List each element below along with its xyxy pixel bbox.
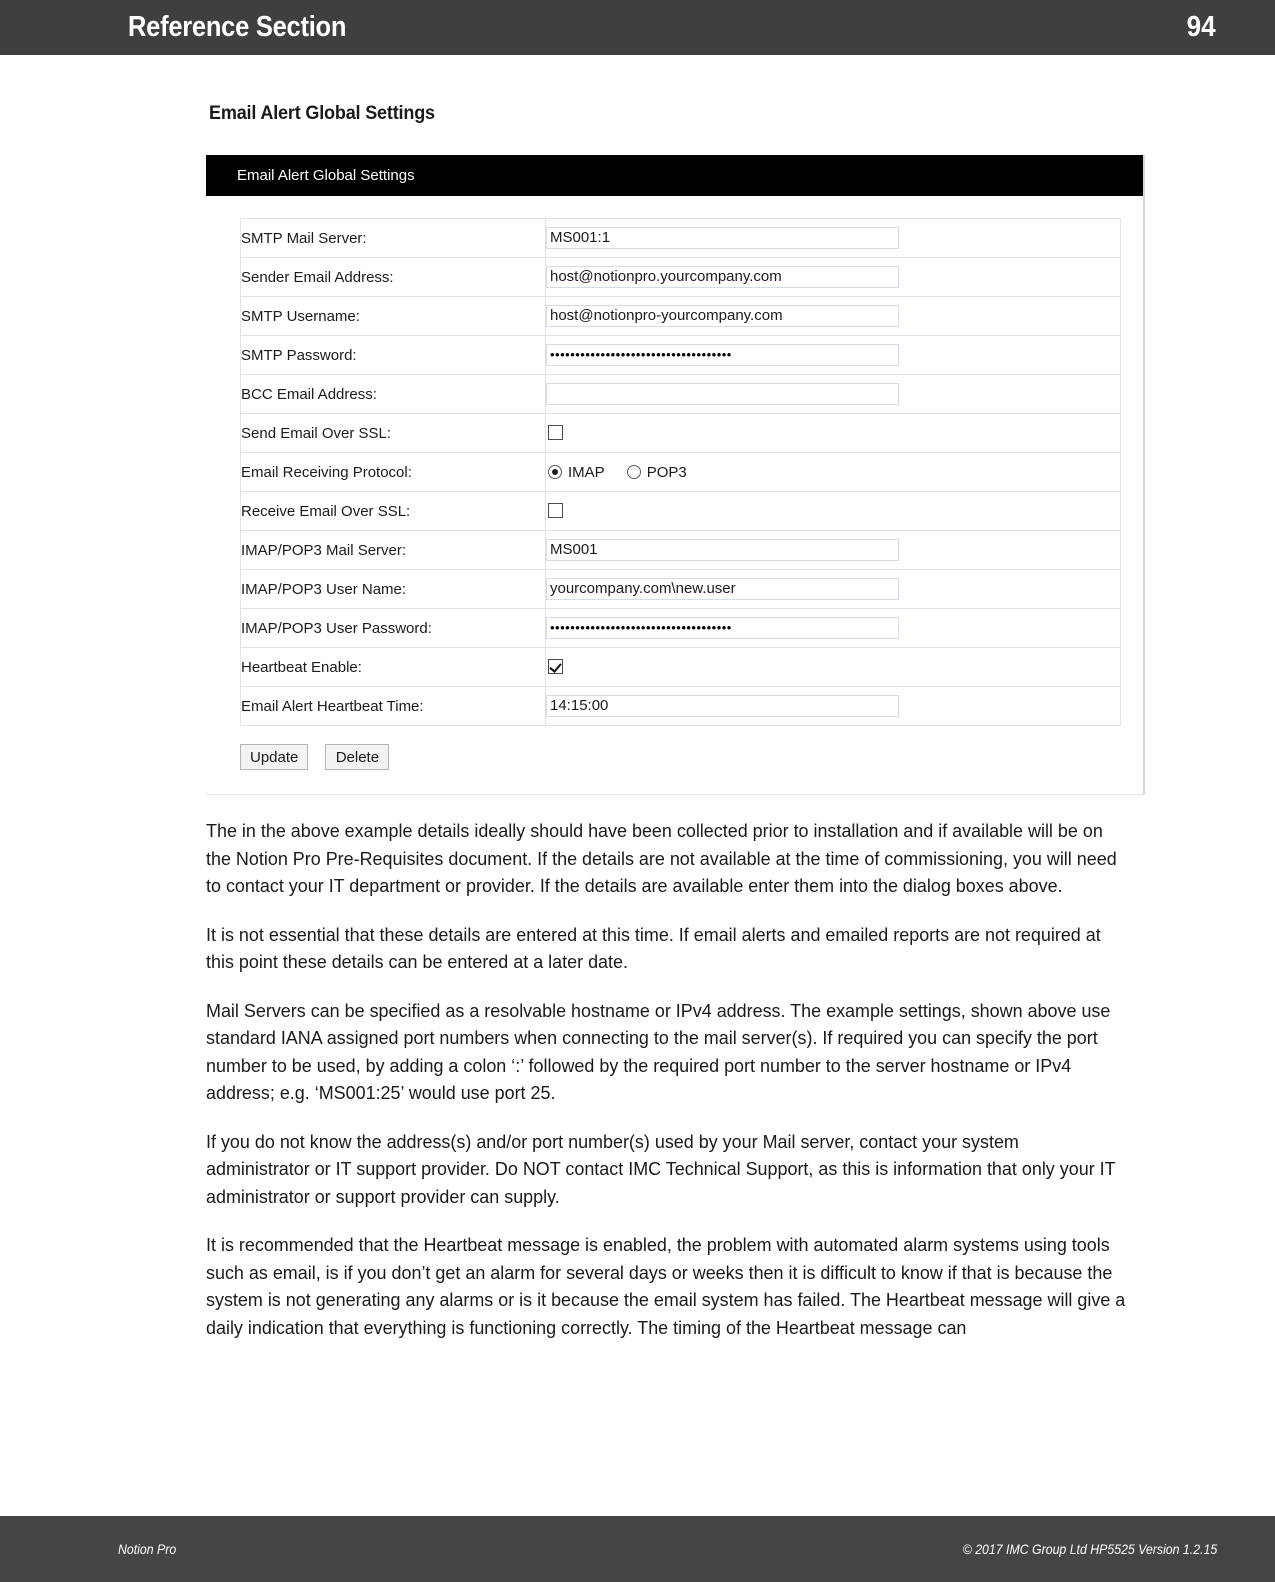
update-button[interactable]: Update — [240, 744, 308, 770]
field-value-cell — [546, 297, 1121, 336]
table-row — [241, 336, 1121, 375]
page-content — [0, 103, 1275, 1341]
body-prose — [206, 817, 1155, 1341]
field-value-cell — [546, 570, 1121, 609]
footer-product-name: Notion Pro — [118, 1541, 177, 1557]
table-row — [241, 453, 1121, 492]
app-window-titlebar — [206, 155, 1143, 196]
table-row — [241, 492, 1121, 531]
email-receiving-protocol-group — [548, 464, 1120, 481]
table-row — [241, 219, 1121, 258]
smtp-username-input[interactable]: host@notionpro-yourcompany.com — [546, 305, 899, 327]
paragraph: It is recommended that the Heartbeat message is enabled, the problem with automated alarm systems using tools such as email, is if you don’t get an alarm for several days or weeks then it is difficult to know if that is because the system is not generating any alarms or is it because the email system has failed. The Heartbeat message will give a daily indication that everything is functioning correctly. The timing of the Heartbeat message can — [206, 1234, 1126, 1338]
smtp-password-input[interactable]: •••••••••••••••••••••••••••••••••••• — [546, 344, 899, 366]
imap-pop3-mail-server-input[interactable]: MS001 — [546, 539, 899, 561]
send-email-over-ssl-checkbox[interactable] — [548, 425, 563, 440]
field-value-cell — [546, 219, 1121, 258]
page-footer-band — [0, 1516, 1275, 1582]
receive-email-over-ssl-checkbox[interactable] — [548, 503, 563, 518]
table-row — [241, 414, 1121, 453]
table-row — [241, 609, 1121, 648]
field-label: Email Receiving Protocol: — [241, 453, 546, 492]
settings-table — [240, 218, 1121, 726]
paragraph: It is not essential that these details are entered at this time. If email alerts and emailed reports are not required at this point these details can be entered at a later date. — [206, 923, 1101, 972]
field-value-cell — [546, 453, 1121, 492]
field-value-cell — [546, 258, 1121, 297]
field-value-cell — [546, 414, 1121, 453]
email-alert-heartbeat-time-input[interactable]: 14:15:00 — [546, 695, 899, 717]
table-row — [241, 531, 1121, 570]
table-row — [241, 297, 1121, 336]
field-label: IMAP/POP3 User Password: — [241, 609, 546, 648]
app-window-body — [206, 196, 1143, 726]
radio-icon[interactable] — [548, 465, 562, 479]
table-row — [241, 648, 1121, 687]
field-label: SMTP Username: — [241, 297, 546, 336]
delete-button[interactable]: Delete — [325, 744, 389, 770]
table-row — [241, 687, 1121, 726]
heartbeat-enable-checkbox[interactable] — [548, 659, 563, 674]
field-label: SMTP Mail Server: — [241, 219, 546, 258]
radio-option-imap[interactable] — [548, 464, 605, 481]
table-row — [241, 570, 1121, 609]
field-label: Sender Email Address: — [241, 258, 546, 297]
bcc-email-address-input[interactable] — [546, 383, 899, 405]
imap-pop3-user-name-input[interactable]: yourcompany.com\new.user — [546, 578, 899, 600]
field-label: SMTP Password: — [241, 336, 546, 375]
table-row — [241, 375, 1121, 414]
field-label: Heartbeat Enable: — [241, 648, 546, 687]
page-title: Reference Section — [128, 11, 347, 43]
app-window-button-bar — [206, 726, 1143, 794]
radio-label: IMAP — [568, 463, 605, 481]
field-value-cell — [546, 375, 1121, 414]
field-value-cell — [546, 687, 1121, 726]
field-label: Send Email Over SSL: — [241, 414, 546, 453]
app-window-title: Email Alert Global Settings — [237, 167, 415, 184]
table-row — [241, 258, 1121, 297]
field-label: IMAP/POP3 User Name: — [241, 570, 546, 609]
field-value-cell — [546, 492, 1121, 531]
paragraph: If you do not know the address(s) and/or port number(s) used by your Mail server, contact your system administrator or IT support provider. Do NOT contact IMC Technical Support, as this is information that only your IT administrator or support provider can supply. — [206, 1130, 1116, 1207]
field-value-cell — [546, 531, 1121, 570]
sender-email-address-input[interactable]: host@notionpro.yourcompany.com — [546, 266, 899, 288]
smtp-mail-server-input[interactable]: MS001:1 — [546, 227, 899, 249]
field-label: IMAP/POP3 Mail Server: — [241, 531, 546, 570]
radio-icon[interactable] — [627, 465, 641, 479]
field-label: BCC Email Address: — [241, 375, 546, 414]
page-header-band — [0, 0, 1275, 55]
footer-copyright: © 2017 IMC Group Ltd HP5525 Version 1.2.15 — [962, 1541, 1217, 1557]
field-value-cell — [546, 648, 1121, 687]
field-label: Receive Email Over SSL: — [241, 492, 546, 531]
radio-label: POP3 — [646, 463, 687, 481]
paragraph: The in the above example details ideally should have been collected prior to installation and if available will be on the Notion Pro Pre-Requisites document. If the details are not available at the time of commissioning, you will need to contact your IT department or provider. If the details are available enter them into the dialog boxes above. — [206, 820, 1117, 896]
field-label: Email Alert Heartbeat Time: — [241, 687, 546, 726]
field-value-cell — [546, 609, 1121, 648]
radio-option-pop3[interactable] — [627, 464, 687, 481]
paragraph: Mail Servers can be specified as a resolvable hostname or IPv4 address. The example settings, shown above use standard IANA assigned port numbers when connecting to the mail server(s). If required you can specify the port number to be used, by adding a colon ‘:’ followed by the required port number to the server hostname or IPv4 address; e.g. ‘MS001:25’ would use port 25. — [206, 999, 1111, 1103]
page-number: 94 — [1186, 11, 1216, 43]
app-screenshot-figure — [206, 155, 1145, 795]
imap-pop3-user-password-input[interactable]: •••••••••••••••••••••••••••••••••••• — [546, 617, 899, 639]
field-value-cell — [546, 336, 1121, 375]
section-heading: Email Alert Global Settings — [209, 103, 435, 124]
